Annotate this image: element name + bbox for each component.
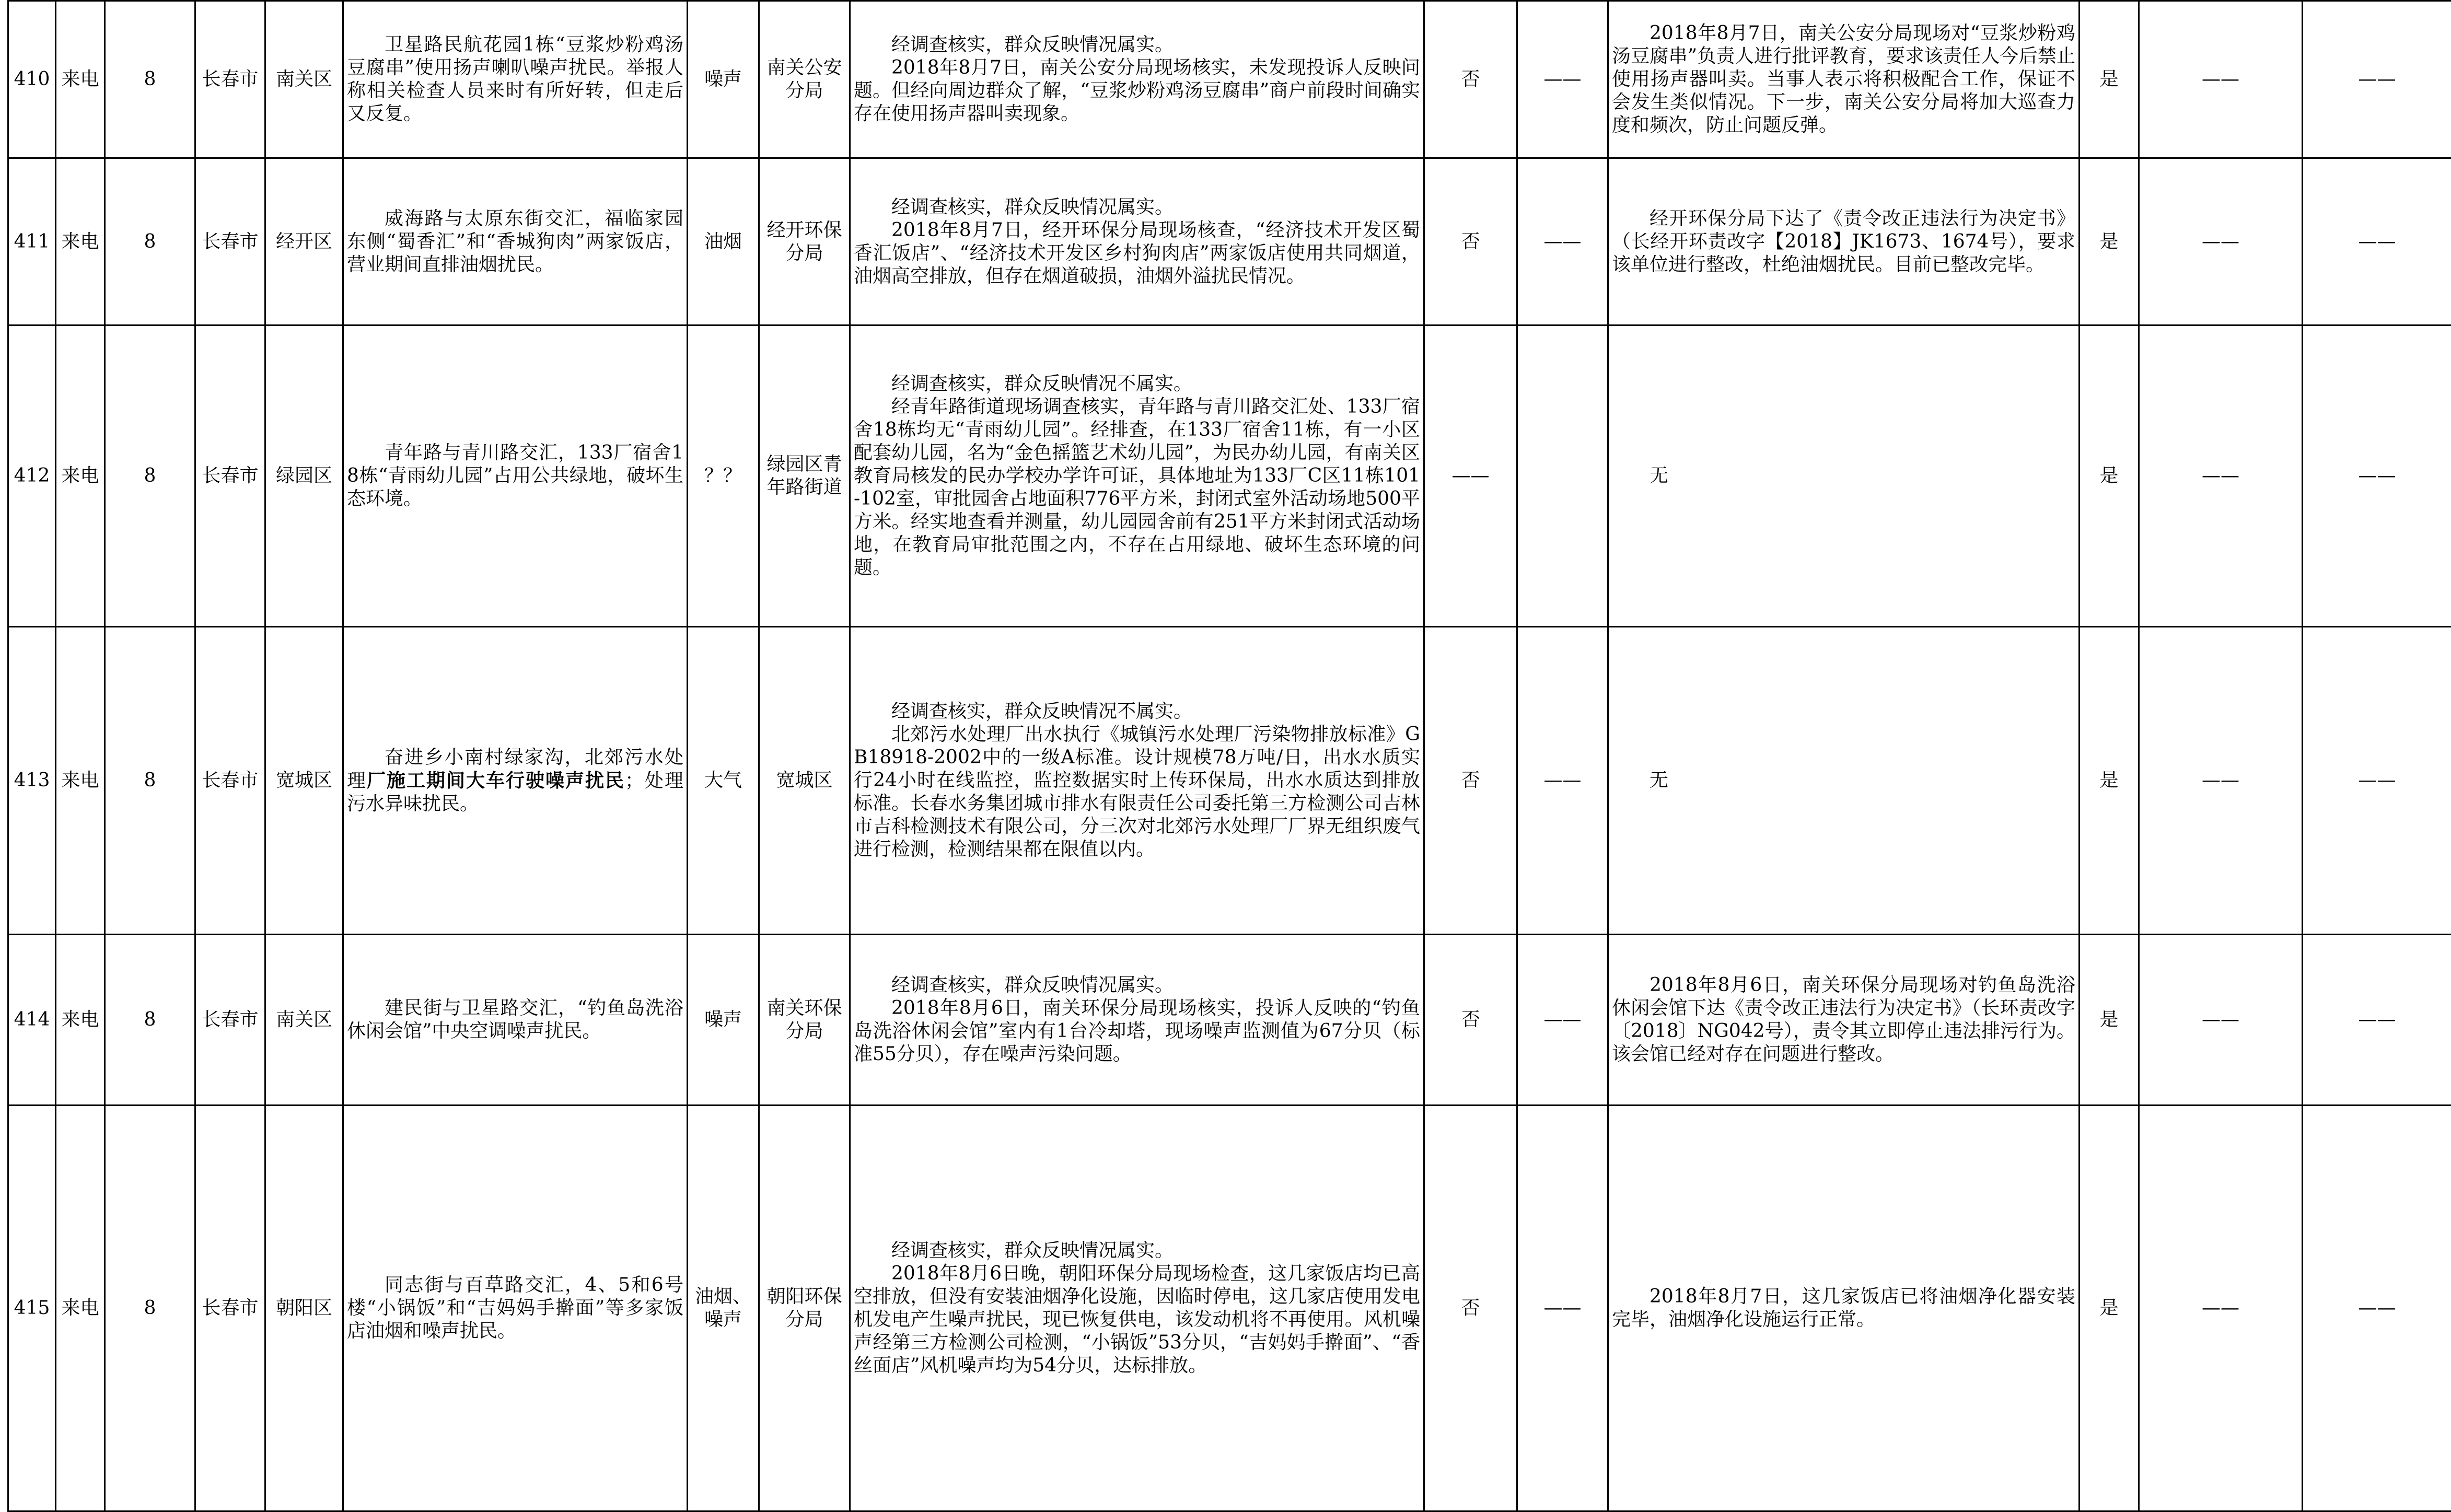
findings-line: 经青年路街道现场调查核实，青年路与青川路交汇处、133厂宿舍18栋均无“青雨幼儿园”。经排查，在133厂宿舍11栋，有一小区配套幼儿园，名为“金色摇篮艺术幼儿园”，为民办幼儿园，有南关区教育局核发的民办学校办学许可证，具体地址为133厂C区11栋101-102室，审批园舍占地面积776平方米，封闭式室外活动场地500平方米。经实地查看并测量，幼儿园园舍前有251平方米封闭式活动场地，在教育局审批范围之内，不存在占用绿地、破坏生态环境的问题。 [854,396,1420,579]
findings-line: 北郊污水处理厂出水执行《城镇污水处理厂污染物排放标准》GB18918-2002中的一级A标准。设计规模78万吨/日，出水水质实行24小时在线监控，监控数据实时上传环保局，出水水质达到排放标准。长春水务集团城市排水有限责任公司委托第三方检测公司吉林市吉科检测技术有限公司，分三次对北郊污水处理厂厂界无组织废气进行检测，检测结果都在限值以内。 [854,723,1420,861]
rectified-cell: 是 [2080,325,2139,627]
category-cell: 油烟 [688,158,759,325]
row-number: 412 [8,325,56,627]
complaint-cell [343,325,688,627]
rectified-cell: 是 [2080,158,2139,325]
rectified-cell: 是 [2080,627,2139,935]
dash-cell: —— [2303,1,2451,158]
city-cell: 长春市 [195,935,265,1106]
key-issue-cell: —— [1424,325,1517,627]
handling-cell [1608,935,2080,1106]
complaint-text: 卫星路民航花园1栋“豆浆炒粉鸡汤豆腐串”使用扬声喇叭噪声扰民。举报人称相关检查人员来时有所好转，但走后又反复。 [347,33,683,125]
handling-cell [1608,325,2080,627]
district-cell: 朝阳区 [265,1106,343,1511]
source-cell: 来电 [56,627,105,935]
batch-cell: 8 [105,627,195,935]
handling-text: 2018年8月7日，南关公安分局现场对“豆浆炒粉鸡汤豆腐串”负责人进行批评教育，要求该责任人今后禁止使用扬声器叫卖。当事人表示将积极配合工作，保证不会发生类似情况。下一步，南关公安分局将加大巡查力度和频次，防止问题反弹。 [1612,22,2075,137]
dash-cell: —— [2139,158,2303,325]
handling-text: 经开环保分局下达了《责令改正违法行为决定书》（长经开环责改字【2018】JK1673、1674号），要求该单位进行整改，杜绝油烟扰民。目前已整改完毕。 [1612,207,2075,276]
dept-cell: 宽城区 [759,627,850,935]
row-number: 414 [8,935,56,1106]
source-cell: 来电 [56,935,105,1106]
rectified-cell: 是 [2080,1106,2139,1511]
complaint-table [7,0,2451,1512]
dash-cell: —— [2303,935,2451,1106]
findings-line: 经调查核实，群众反映情况属实。 [854,33,1420,56]
dash-cell: —— [2139,935,2303,1106]
row-number: 413 [8,627,56,935]
district-cell: 南关区 [265,935,343,1106]
handling-text: 无 [1612,769,2075,792]
district-cell: 经开区 [265,158,343,325]
category-cell: 油烟、噪声 [688,1106,759,1511]
batch-cell: 8 [105,1106,195,1511]
handling-cell [1608,1,2080,158]
table-row [8,627,2451,935]
complaint-text-bold: 厂施工期间大车行驶噪声扰民 [367,770,625,792]
findings-cell [850,627,1424,935]
source-cell: 来电 [56,1106,105,1511]
source-cell: 来电 [56,1,105,158]
findings-line: 经调查核实，群众反映情况属实。 [854,1239,1420,1262]
dept-cell: 经开环保分局 [759,158,850,325]
table-row [8,158,2451,325]
dash-cell: —— [1517,158,1608,325]
batch-cell: 8 [105,935,195,1106]
findings-line: 经调查核实，群众反映情况不属实。 [854,373,1420,396]
dept-cell: 南关环保分局 [759,935,850,1106]
city-cell: 长春市 [195,1106,265,1511]
complaint-text: 威海路与太原东街交汇，福临家园东侧“蜀香汇”和“香城狗肉”两家饭店，营业期间直排油烟扰民。 [347,207,683,276]
table-row [8,325,2451,627]
source-cell: 来电 [56,158,105,325]
city-cell: 长春市 [195,325,265,627]
table-row [8,935,2451,1106]
findings-cell [850,935,1424,1106]
findings-line: 经调查核实，群众反映情况属实。 [854,196,1420,219]
category-cell: 噪声 [688,935,759,1106]
batch-cell: 8 [105,1,195,158]
handling-cell [1608,1106,2080,1511]
category-cell: 大气 [688,627,759,935]
complaint-cell [343,935,688,1106]
handling-text: 2018年8月6日，南关环保分局现场对钓鱼岛洗浴休闲会馆下达《责令改正违法行为决定书》（长环责改字〔2018〕NG042号），责令其立即停止违法排污行为。该会馆已经对存在问题进行整改。 [1612,974,2075,1066]
rectified-cell: 是 [2080,1,2139,158]
handling-cell [1608,158,2080,325]
findings-line: 2018年8月7日，经开环保分局现场核查，“经济技术开发区蜀香汇饭店”、“经济技术开发区乡村狗肉店”两家饭店使用共同烟道，油烟高空排放，但存在烟道破损，油烟外溢扰民情况。 [854,219,1420,288]
complaint-text: 同志街与百草路交汇，4、5和6号楼“小锅饭”和“吉妈妈手擀面”等多家饭店油烟和噪声扰民。 [347,1274,683,1343]
rectified-cell: 是 [2080,935,2139,1106]
findings-cell [850,1,1424,158]
findings-line: 2018年8月7日，南关公安分局现场核实，未发现投诉人反映问题。但经向周边群众了解，“豆浆炒粉鸡汤豆腐串”商户前段时间确实存在使用扬声器叫卖现象。 [854,56,1420,125]
key-issue-cell: 否 [1424,627,1517,935]
findings-line: 2018年8月6日，南关环保分局现场核实，投诉人反映的“钓鱼岛洗浴休闲会馆”室内有1台冷却塔，现场噪声监测值为67分贝（标准55分贝），存在噪声污染问题。 [854,997,1420,1066]
complaint-text: 青年路与青川路交汇，133厂宿舍18栋“青雨幼儿园”占用公共绿地，破坏生态环境。 [347,441,683,510]
city-cell: 长春市 [195,158,265,325]
findings-line: 2018年8月6日晚，朝阳环保分局现场检查，这几家饭店均已高空排放，但没有安装油烟净化设施，因临时停电，这几家店使用发电机发电产生噪声扰民，现已恢复供电，该发动机将不再使用。风机噪声经第三方检测公司检测，“小锅饭”53分贝，“吉妈妈手擀面”、“香丝面店”风机噪声均为54分贝，达标排放。 [854,1262,1420,1377]
complaint-text-c: ；处理污水异味扰民。 [347,770,683,815]
city-cell: 长春市 [195,1,265,158]
district-cell: 绿园区 [265,325,343,627]
handling-cell [1608,627,2080,935]
dash-cell: —— [2303,325,2451,627]
dept-cell: 绿园区青年路街道 [759,325,850,627]
key-issue-cell: 否 [1424,1106,1517,1511]
dash-cell: —— [1517,1106,1608,1511]
complaint-text: 建民街与卫星路交汇，“钓鱼岛洗浴休闲会馆”中央空调噪声扰民。 [347,997,683,1043]
key-issue-cell: 否 [1424,158,1517,325]
dash-cell: —— [2303,158,2451,325]
complaint-cell [343,158,688,325]
handling-text: 2018年8月7日，这几家饭店已将油烟净化器安装完毕，油烟净化设施运行正常。 [1612,1285,2075,1331]
dash-cell: —— [2139,325,2303,627]
findings-line: 经调查核实，群众反映情况属实。 [854,974,1420,997]
batch-cell: 8 [105,325,195,627]
dash-cell: —— [2303,1106,2451,1511]
dash-cell: —— [2139,627,2303,935]
row-number: 415 [8,1106,56,1511]
handling-text: 无 [1612,464,2075,487]
source-cell: 来电 [56,325,105,627]
table-row [8,1106,2451,1511]
table-row [8,1,2451,158]
findings-line: 经调查核实，群众反映情况不属实。 [854,700,1420,723]
dash-cell: —— [1517,627,1608,935]
category-cell: ？？ [688,325,759,627]
dash-cell: —— [1517,935,1608,1106]
batch-cell: 8 [105,158,195,325]
complaint-cell [343,1106,688,1511]
dash-cell: —— [1517,1,1608,158]
district-cell: 南关区 [265,1,343,158]
findings-cell [850,1106,1424,1511]
dept-cell: 南关公安分局 [759,1,850,158]
findings-cell [850,325,1424,627]
key-issue-cell: 否 [1424,1,1517,158]
dept-cell: 朝阳环保分局 [759,1106,850,1511]
key-issue-cell: 否 [1424,935,1517,1106]
row-number: 411 [8,158,56,325]
complaint-text [347,746,683,816]
city-cell: 长春市 [195,627,265,935]
complaint-text-a: 奋进乡小南村绿家沟，北郊污水处理 [347,747,683,792]
district-cell: 宽城区 [265,627,343,935]
dash-cell: —— [2303,627,2451,935]
complaint-cell [343,1,688,158]
dash-cell [1517,325,1608,627]
complaint-cell [343,627,688,935]
findings-cell [850,158,1424,325]
dash-cell: —— [2139,1,2303,158]
dash-cell: —— [2139,1106,2303,1511]
category-cell: 噪声 [688,1,759,158]
row-number: 410 [8,1,56,158]
